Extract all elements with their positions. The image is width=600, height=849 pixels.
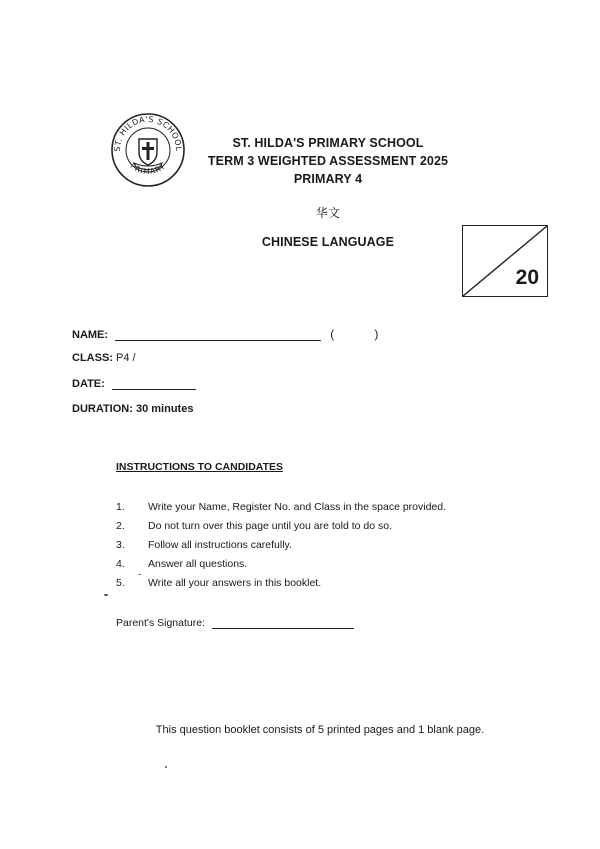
parent-signature-label: Parent's Signature: — [116, 617, 205, 629]
assessment-title: TERM 3 WEIGHTED ASSESSMENT 2025 — [207, 154, 449, 168]
instruction-item — [116, 536, 536, 555]
scan-speck — [165, 766, 167, 768]
class-value[interactable]: P4 / — [116, 352, 136, 364]
instruction-text: Write your Name, Register No. and Class in the space provided. — [148, 501, 447, 513]
date-label: DATE: — [72, 378, 105, 390]
parent-signature-line[interactable] — [212, 618, 354, 629]
instructions-list — [116, 498, 536, 593]
booklet-page-count-note: This question booklet consists of 5 printed pages and 1 blank page. — [155, 724, 485, 736]
chinese-paper-title: 华文 — [315, 206, 341, 220]
crest-text-top: ST. HILDA'S SCHOOL — [112, 114, 184, 152]
instruction-number: 5. — [116, 577, 125, 589]
date-field — [72, 378, 196, 390]
instruction-number: 4. — [116, 558, 125, 570]
name-label: NAME: — [72, 329, 109, 341]
instruction-item — [116, 517, 536, 536]
level-title: PRIMARY 4 — [293, 172, 363, 186]
crest-text-bottom: PRIMARY — [128, 161, 168, 177]
instructions-title: INSTRUCTIONS TO CANDIDATES — [116, 461, 284, 473]
date-input-line[interactable] — [112, 379, 196, 390]
instruction-text: Follow all instructions carefully. — [148, 539, 292, 551]
crest-emblem — [110, 112, 186, 188]
school-name: ST. HILDA'S PRIMARY SCHOOL — [232, 136, 424, 150]
scan-speck — [104, 594, 108, 596]
name-field — [72, 327, 378, 341]
score-total: 20 — [515, 266, 539, 289]
duration-label: DURATION: — [72, 403, 133, 415]
school-crest-logo — [110, 112, 186, 188]
instruction-text: Write all your answers in this booklet. — [148, 577, 322, 589]
duration-value: 30 minutes — [135, 403, 194, 415]
class-field — [72, 352, 136, 364]
instruction-number: 1. — [116, 501, 125, 513]
instruction-item — [116, 498, 536, 517]
scan-speck — [138, 574, 141, 575]
instruction-text: Do not turn over this page until you are told to do so. — [148, 520, 392, 532]
instruction-item — [116, 574, 536, 593]
instruction-number: 3. — [116, 539, 125, 551]
score-box[interactable] — [462, 225, 548, 297]
instruction-text: Answer all questions. — [148, 558, 248, 570]
register-no-paren-open: ( — [330, 327, 335, 341]
instruction-item — [116, 555, 536, 574]
parent-signature-field — [116, 617, 354, 629]
duration-field — [72, 403, 193, 415]
name-input-line[interactable] — [115, 330, 321, 341]
subject-title: CHINESE LANGUAGE — [261, 235, 395, 249]
class-label: CLASS: — [72, 352, 113, 364]
instruction-number: 2. — [116, 520, 125, 532]
register-no-paren-close: ) — [374, 327, 379, 341]
